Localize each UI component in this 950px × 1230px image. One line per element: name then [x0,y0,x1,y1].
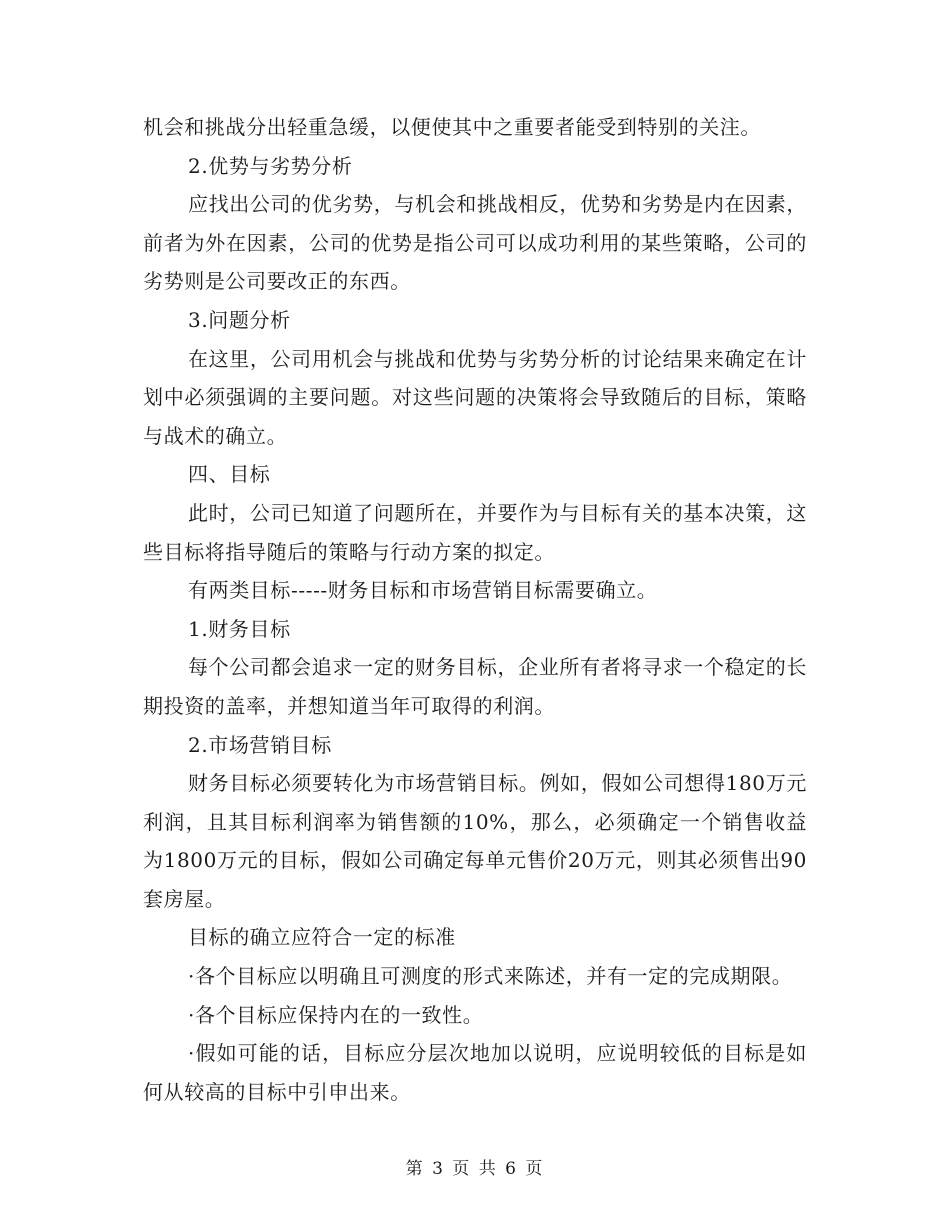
section-heading-goals: 四、目标 [188,462,271,487]
bullet-item: ·假如可能的话，目标应分层次地加以说明，应说明较低的目标是如何从较高的目标中引申出来。 [143,1041,807,1104]
paragraph: 每个公司都会追求一定的财务目标，企业所有者将寻求一个稳定的长期投资的盖率，并想知道当年可取得的利润。 [143,655,807,718]
section-heading-financial-goals: 1.财务目标 [188,616,291,641]
bullet-item: ·各个目标应保持内在的一致性。 [188,1002,484,1027]
section-heading-marketing-goals: 2.市场营销目标 [188,732,332,757]
paragraph: 此时，公司已知道了问题所在，并要作为与目标有关的基本决策，这些目标将指导随后的策略与行动方案的拟定。 [143,500,807,564]
paragraph: 财务目标必须要转化为市场营销目标。例如，假如公司想得180万元利润，且其目标利润率为销售额的10%，那么，必须确定一个销售收益为1800万元的目标，假如公司确定每单元售价20万元，则其必须售出90套房屋。 [143,771,807,911]
section-heading-strengths-weaknesses: 2.优势与劣势分析 [188,153,353,178]
document-body [143,108,807,1111]
paragraph: 机会和挑战分出轻重急缓，以便使其中之重要者能受到特别的关注。 [143,115,761,139]
paragraph: 目标的确立应符合一定的标准 [188,925,456,950]
paragraph: 应找出公司的优劣势，与机会和挑战相反，优势和劣势是内在因素，前者为外在因素，公司的优势是指公司可以成功利用的某些策略，公司的劣势则是公司要改正的东西。 [143,192,807,294]
section-heading-problem-analysis: 3.问题分析 [188,307,291,332]
page-number-footer: 第 3 页 共 6 页 [405,1159,545,1179]
bullet-item: ·各个目标应以明确且可测度的形式来陈述，并有一定的完成期限。 [188,964,793,989]
paragraph: 在这里，公司用机会与挑战和优势与劣势分析的讨论结果来确定在计划中必须强调的主要问题。对这些问题的决策将会导致随后的目标，策略与战术的确立。 [143,346,807,448]
paragraph: 有两类目标-----财务目标和市场营销目标需要确立。 [188,578,658,603]
